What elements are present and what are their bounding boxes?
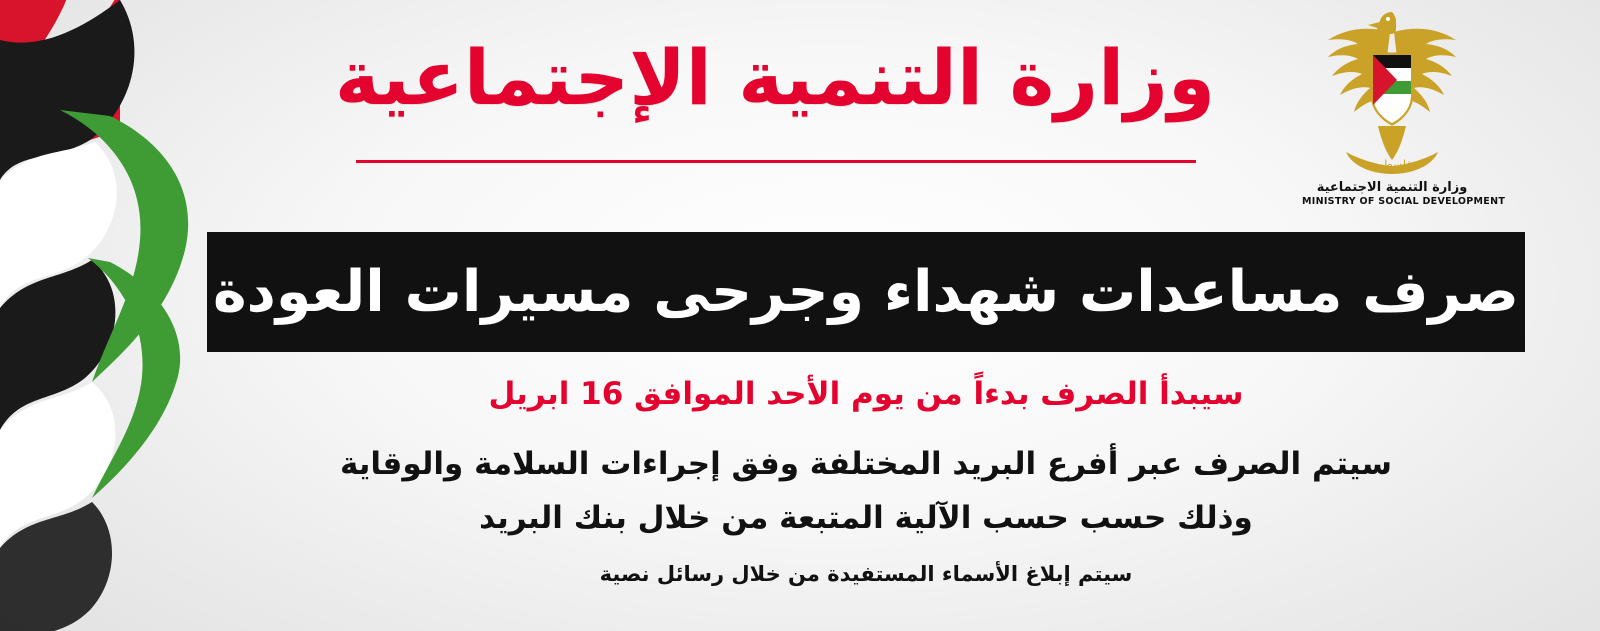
body-line-2: وذلك حسب حسب الآلية المتبعة من خلال بنك البريد bbox=[479, 500, 1253, 536]
headline-bar bbox=[207, 232, 1525, 352]
body-line-1: سيتم الصرف عبر أفرع البريد المختلفة وفق إجراءات السلامة والوقاية bbox=[339, 446, 1393, 482]
palestine-eagle-emblem-icon bbox=[1312, 6, 1472, 178]
body-note: سيتم إبلاغ الأسماء المستفيدة من خلال رسائل نصية bbox=[599, 562, 1133, 586]
headline-text: صرف مساعدات شهداء وجرحى مسيرات العودة bbox=[213, 258, 1519, 325]
emblem-caption-arabic: وزارة التنمية الاجتماعية bbox=[1316, 180, 1468, 195]
red-subtitle: سيبدأ الصرف بدءاً من يوم الأحد الموافق 16 ابريل bbox=[488, 376, 1244, 412]
ministry-title: وزارة التنمية الإجتماعية bbox=[334, 33, 1216, 122]
emblem-block bbox=[1302, 6, 1506, 207]
emblem-caption-english: MINISTRY OF SOCIAL DEVELOPMENT bbox=[1302, 196, 1506, 207]
title-underline bbox=[356, 160, 1196, 163]
palestine-flag-ribbon-icon bbox=[0, 0, 230, 631]
svg-text:فلسطين: فلسطين bbox=[1372, 158, 1412, 171]
